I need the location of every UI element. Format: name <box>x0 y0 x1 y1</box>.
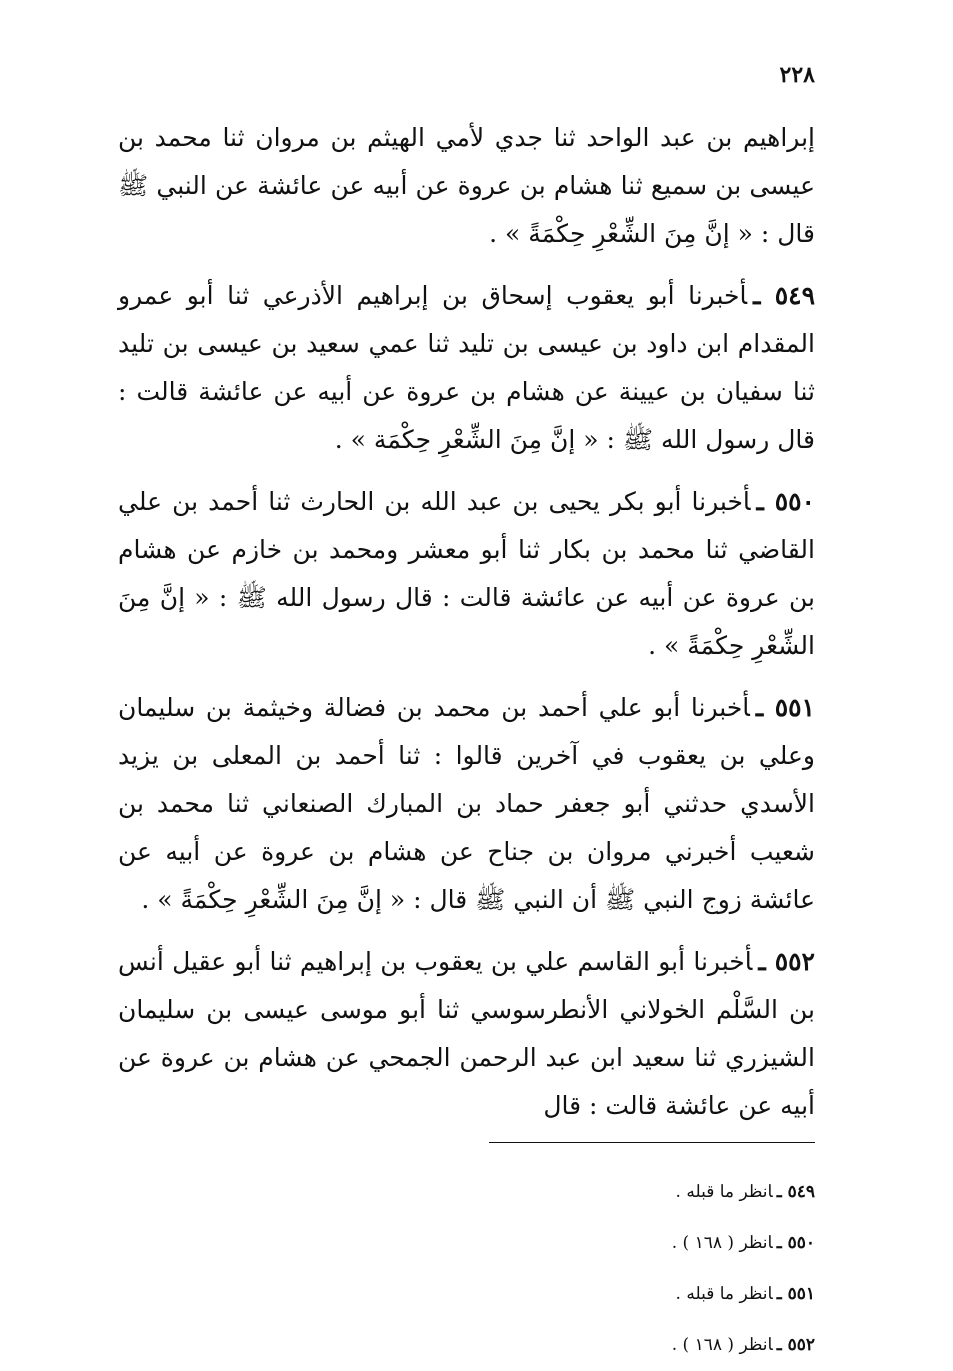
footnote-551 <box>118 1269 815 1320</box>
footnote-549 <box>118 1167 815 1218</box>
paragraph-hadith-551 <box>118 684 815 924</box>
hadith-number: ٥٥١ ـ <box>755 693 815 722</box>
paragraph-hadith-552 <box>118 938 815 1130</box>
footnote-text: انظر ما قبله . <box>675 1182 773 1202</box>
paragraph-text: أخبرنا أبو علي أحمد بن محمد بن فضالة وخيثمة بن سليمان وعلي بن يعقوب في آخرين قالوا : ثنا أحمد بن المعلى بن يزيد الأسدي حدثني أبو جعفر حماد بن المبارك الصنعاني ثنا محمد بن شعيب أخبرني مروان بن جناح عن هشام بن عروة عن أبيه عن عائشة زوج النبي ﷺ أن النبي ﷺ قال : « إنَّ مِنَ الشِّعْرِ حِكْمَةً » . <box>118 693 815 914</box>
footnote-552 <box>118 1320 815 1371</box>
footnote-number: ٥٥٠ ـ <box>776 1233 815 1253</box>
paragraph-text: أخبرنا أبو بكر يحيى بن عبد الله بن الحارث ثنا أحمد بن علي القاضي ثنا محمد بن بكار ثنا أبو معشر ومحمد بن خازم عن هشام بن عروة عن أبيه عن عائشة قالت : قال رسول الله ﷺ : « إنَّ مِنَ الشِّعْرِ حِكْمَةً » . <box>118 487 815 660</box>
paragraph-text: أخبرنا أبو يعقوب إسحاق بن إبراهيم الأذرعي ثنا أبو عمرو المقدام ابن داود بن عيسى بن تليد ثنا عمي سعيد بن عيسى بن تليد ثنا سفيان بن عيينة عن هشام بن عروة عن أبيه عن عائشة قالت : قال رسول الله ﷺ : « إنَّ مِنَ الشِّعْرِ حِكْمَة » . <box>118 281 815 454</box>
footnote-number: ٥٤٩ ـ <box>776 1182 815 1202</box>
page-number: ٢٢٨ <box>779 62 815 88</box>
paragraph-hadith-549 <box>118 272 815 464</box>
footnote-number: ٥٥٢ ـ <box>776 1335 815 1355</box>
footnotes <box>118 1167 815 1371</box>
hadith-number: ٥٥٠ ـ <box>756 487 815 516</box>
main-text <box>118 114 815 1130</box>
paragraph-text: إبراهيم بن عبد الواحد ثنا جدي لأمي الهيثم بن مروان ثنا محمد بن عيسى بن سميع ثنا هشام بن عروة عن أبيه عن عائشة عن النبي ﷺ قال : « إنَّ مِنَ الشِّعْرِ حِكْمَةً » . <box>118 123 815 248</box>
book-page <box>118 60 815 1371</box>
footnote-text: انظر ما قبله . <box>675 1284 773 1304</box>
paragraph-text: أخبرنا أبو القاسم علي بن يعقوب بن إبراهيم ثنا أبو عقيل أنس بن السَّلْم الخولاني الأنطرسوسي ثنا أبو موسى عيسى بن سليمان الشيزري ثنا سعيد ابن عبد الرحمن الجمحي عن هشام بن عروة عن أبيه عن عائشة قالت : قال <box>118 947 815 1120</box>
hadith-number: ٥٤٩ ـ <box>753 281 816 310</box>
paragraph-continuation <box>118 114 815 258</box>
footnote-text: انظر ( ١٦٨ ) . <box>671 1335 773 1355</box>
paragraph-hadith-550 <box>118 478 815 670</box>
footnote-text: انظر ( ١٦٨ ) . <box>671 1233 773 1253</box>
hadith-number: ٥٥٢ ـ <box>758 947 815 976</box>
footnote-550 <box>118 1218 815 1269</box>
footnote-number: ٥٥١ ـ <box>776 1284 815 1304</box>
footnote-divider <box>489 1142 815 1143</box>
